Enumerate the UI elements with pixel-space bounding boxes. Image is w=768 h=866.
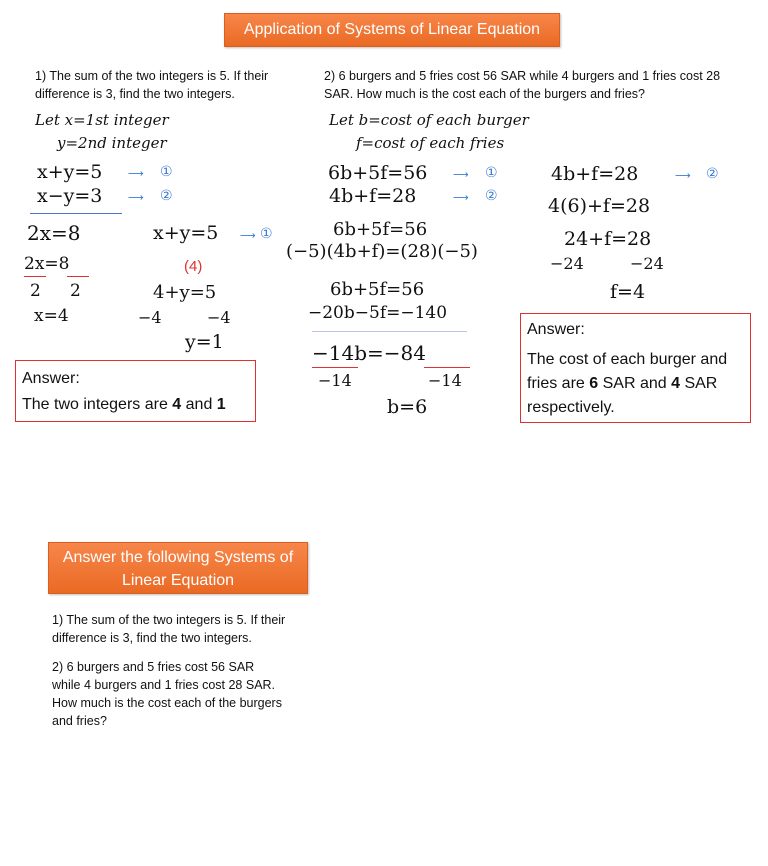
p2-divide-left: −14: [318, 371, 352, 390]
arrow-icon: ⟶: [128, 167, 144, 180]
p1-substituted-value-text: (4): [184, 258, 203, 275]
p1-line-b-left: −4: [138, 308, 162, 327]
exercise-title-text: Answer the following Systems of Linear Equation: [62, 549, 294, 589]
p1-circle-2: ②: [160, 188, 173, 204]
exercise-title: [48, 542, 308, 594]
p2-divide-line-right: [424, 367, 470, 368]
p2-step-5: −14b=−84: [312, 341, 426, 365]
p1-answer-text: [22, 393, 249, 417]
arrow-icon: ⟶: [675, 169, 691, 182]
p1-x-result: x=4: [34, 306, 69, 326]
arrow-icon: ⟶: [240, 229, 256, 242]
p1-answer-value-1: 4: [172, 396, 182, 413]
p2-answer-post: SAR respectively.: [527, 375, 718, 416]
p2-answer-box: [520, 313, 751, 423]
p1-let-x: Let x=1st integer: [35, 111, 169, 129]
p2-step-4: −20b−5f=−140: [308, 303, 448, 323]
p2-answer-value-2: 4: [671, 375, 680, 392]
p1-divide-line-right: [67, 276, 89, 277]
p2-step-1: 6b+5f=56: [333, 219, 428, 240]
p1-answer-box: [15, 360, 256, 422]
p2-answer-pre: The cost of each burger and fries are: [527, 351, 728, 392]
p2-right-line: 24+f=28: [564, 228, 652, 250]
p1-line-b-right: −4: [207, 308, 231, 327]
p1-substituted-value: [184, 258, 202, 275]
p1-divide-line-left: [24, 276, 46, 277]
p2-answer-mid: SAR and: [598, 375, 672, 392]
arrow-icon: ⟶: [128, 191, 144, 204]
p2-right-minus-right: −24: [630, 254, 664, 273]
p2-step-2: (−5)(4b+f)=(28)(−5): [286, 241, 478, 262]
p2-let-b: Let b=cost of each burger: [329, 111, 529, 129]
p1-circle-1: ①: [160, 164, 173, 180]
p1-circle-1b: ①: [260, 226, 273, 242]
p1-substitute-eq: x+y=5: [153, 222, 219, 244]
p1-answer-pre: The two integers are: [22, 396, 173, 413]
problem-1-statement: 1) The sum of the two integers is 5. If their difference is 3, find the two integers.: [35, 69, 269, 101]
p2-divide-line-left: [312, 367, 358, 368]
p2-right-substitute: 4(6)+f=28: [548, 195, 651, 217]
p2-f-result: f=4: [610, 281, 646, 303]
p1-equation-2: x−y=3: [37, 185, 103, 207]
arrow-icon: ⟶: [453, 191, 469, 204]
p1-equation-1: x+y=5: [37, 161, 103, 183]
p2-b-result: b=6: [387, 396, 428, 418]
p1-answer-label: Answer:: [22, 370, 80, 387]
p2-divide-right: −14: [428, 371, 462, 390]
p2-circle-1: ①: [485, 165, 498, 181]
p2-equation-1: 6b+5f=56: [328, 162, 428, 184]
page-title: [224, 13, 560, 47]
p1-divide-numerator: 2x=8: [24, 254, 70, 274]
p2-right-circle: ②: [706, 166, 719, 182]
p2-circle-2: ②: [485, 188, 498, 204]
problem-2-statement: 2) 6 burgers and 5 fries cost 56 SAR while 4 burgers and 1 fries cost 28 SAR. How much is the cost each of the burgers and fries?: [324, 69, 721, 101]
page-title-text: Application of Systems of Linear Equation: [243, 21, 541, 38]
p2-let-f: f=cost of each fries: [356, 134, 505, 152]
p1-y-result: y=1: [185, 331, 224, 353]
p2-right-eq: 4b+f=28: [551, 163, 639, 185]
exercise-problem-1: 1) The sum of the two integers is 5. If their difference is 3, find the two integers.: [52, 613, 286, 645]
p2-answer-value-1: 6: [589, 375, 599, 392]
p1-sum-divider: [30, 213, 122, 214]
p1-sum: 2x=8: [27, 221, 81, 245]
p1-line-a: 4+y=5: [153, 282, 217, 303]
p2-step-3: 6b+5f=56: [330, 279, 425, 300]
p1-answer-value-2: 1: [216, 396, 226, 413]
p2-equation-2: 4b+f=28: [329, 185, 417, 207]
p2-answer-label: Answer:: [527, 321, 585, 338]
arrow-icon: ⟶: [453, 168, 469, 181]
exercise-problem-2: 2) 6 burgers and 5 fries cost 56 SAR while 4 burgers and 1 fries cost 28 SAR. How much is the cost each of the burgers and fries?: [52, 660, 282, 728]
p2-sum-divider: [312, 331, 467, 332]
p1-answer-mid: and: [181, 396, 217, 413]
p2-right-minus-left: −24: [550, 254, 584, 273]
p1-let-y: y=2nd integer: [57, 134, 167, 152]
p2-answer-text: [527, 348, 744, 420]
p1-divide-denominator-left: 2: [30, 281, 41, 301]
p1-divide-denominator-right: 2: [70, 281, 81, 301]
